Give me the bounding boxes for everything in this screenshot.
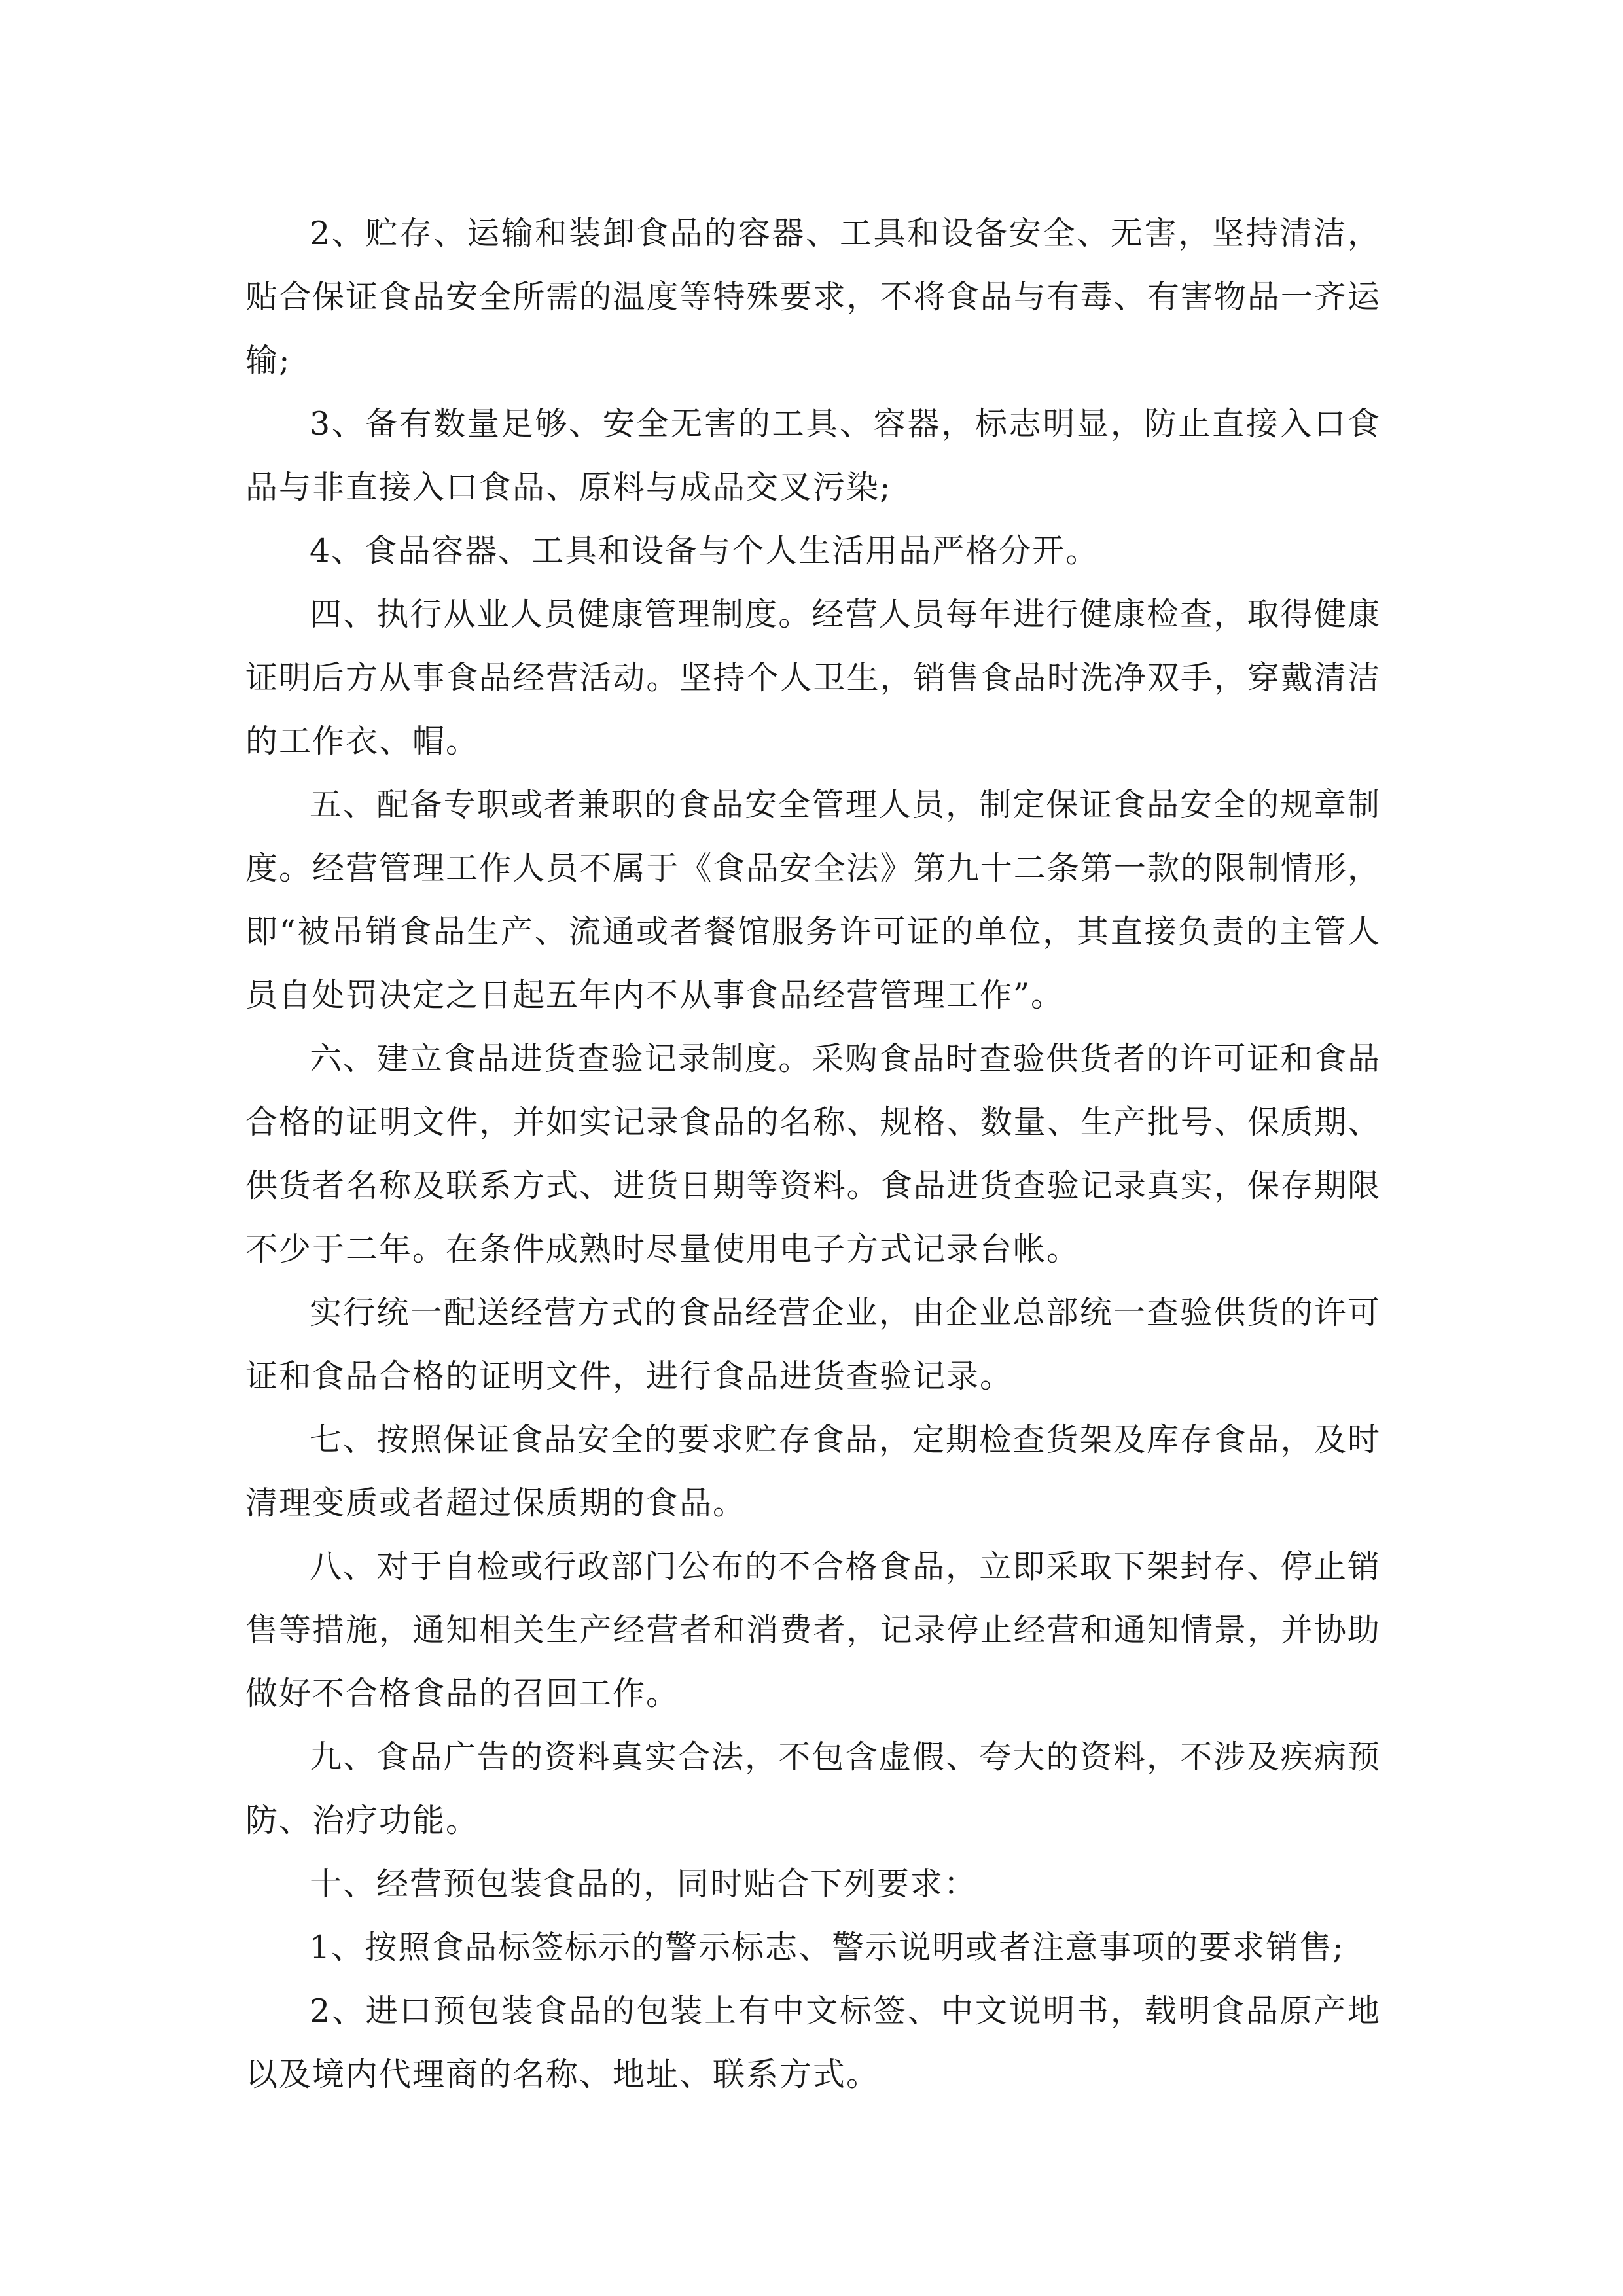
paragraph-prepackaged-requirements: 十、经营预包装食品的，同时贴合下列要求： [310, 1865, 978, 1903]
paragraph-safety-personnel: 五、配备专职或者兼职的食品安全管理人员，制定保证食品安全的规章制度。经营管理工作人员不属于《食品安全法》第九十二条第一款的限制情形，即“被吊销食品生产、流通或者餐馆服务许可证的单位，其直接负责的主管人员自处罚决定之日起五年内不从事食品经营管理工作”。 [245, 786, 1381, 1014]
document-body [245, 202, 1381, 2106]
paragraph-health-management: 四、执行从业人员健康管理制度。经营人员每年进行健康检查，取得健康证明后方从事食品经营活动。坚持个人卫生，销售食品时洗净双手，穿戴清洁的工作衣、帽。 [245, 596, 1381, 760]
paragraph-imported-labels: 2、进口预包装食品的包装上有中文标签、中文说明书，载明食品原产地以及境内代理商的名称、地址、联系方式。 [245, 1992, 1381, 2093]
paragraph-separate-items: 4、食品容器、工具和设备与个人生活用品严格分开。 [310, 532, 1099, 569]
paragraph-label-warnings: 1、按照食品标签标示的警示标志、警示说明或者注意事项的要求销售; [310, 1929, 1345, 1966]
paragraph-unified-distribution: 实行统一配送经营方式的食品经营企业，由企业总部统一查验供货的许可证和食品合格的证明文件，进行食品进货查验记录。 [245, 1294, 1381, 1395]
paragraph-storage-transport: 2、贮存、运输和装卸食品的容器、工具和设备安全、无害，坚持清洁，贴合保证食品安全所需的温度等特殊要求，不将食品与有毒、有害物品一齐运输; [245, 215, 1381, 379]
paragraph-tools-containers: 3、备有数量足够、安全无害的工具、容器，标志明显，防止直接入口食品与非直接入口食品、原料与成品交叉污染; [245, 405, 1381, 506]
paragraph-advertising: 九、食品广告的资料真实合法，不包含虚假、夸大的资料，不涉及疾病预防、治疗功能。 [245, 1738, 1381, 1839]
paragraph-purchase-inspection: 六、建立食品进货查验记录制度。采购食品时查验供货者的许可证和食品合格的证明文件，并如实记录食品的名称、规格、数量、生产批号、保质期、供货者名称及联系方式、进货日期等资料。食品进货查验记录真实，保存期限不少于二年。在条件成熟时尽量使用电子方式记录台帐。 [245, 1040, 1381, 1268]
paragraph-unqualified-food: 八、对于自检或行政部门公布的不合格食品，立即采取下架封存、停止销售等措施，通知相关生产经营者和消费者，记录停止经营和通知情景，并协助做好不合格食品的召回工作。 [245, 1548, 1381, 1712]
paragraph-storage-inspection: 七、按照保证食品安全的要求贮存食品，定期检查货架及库存食品，及时清理变质或者超过保质期的食品。 [245, 1421, 1381, 1522]
